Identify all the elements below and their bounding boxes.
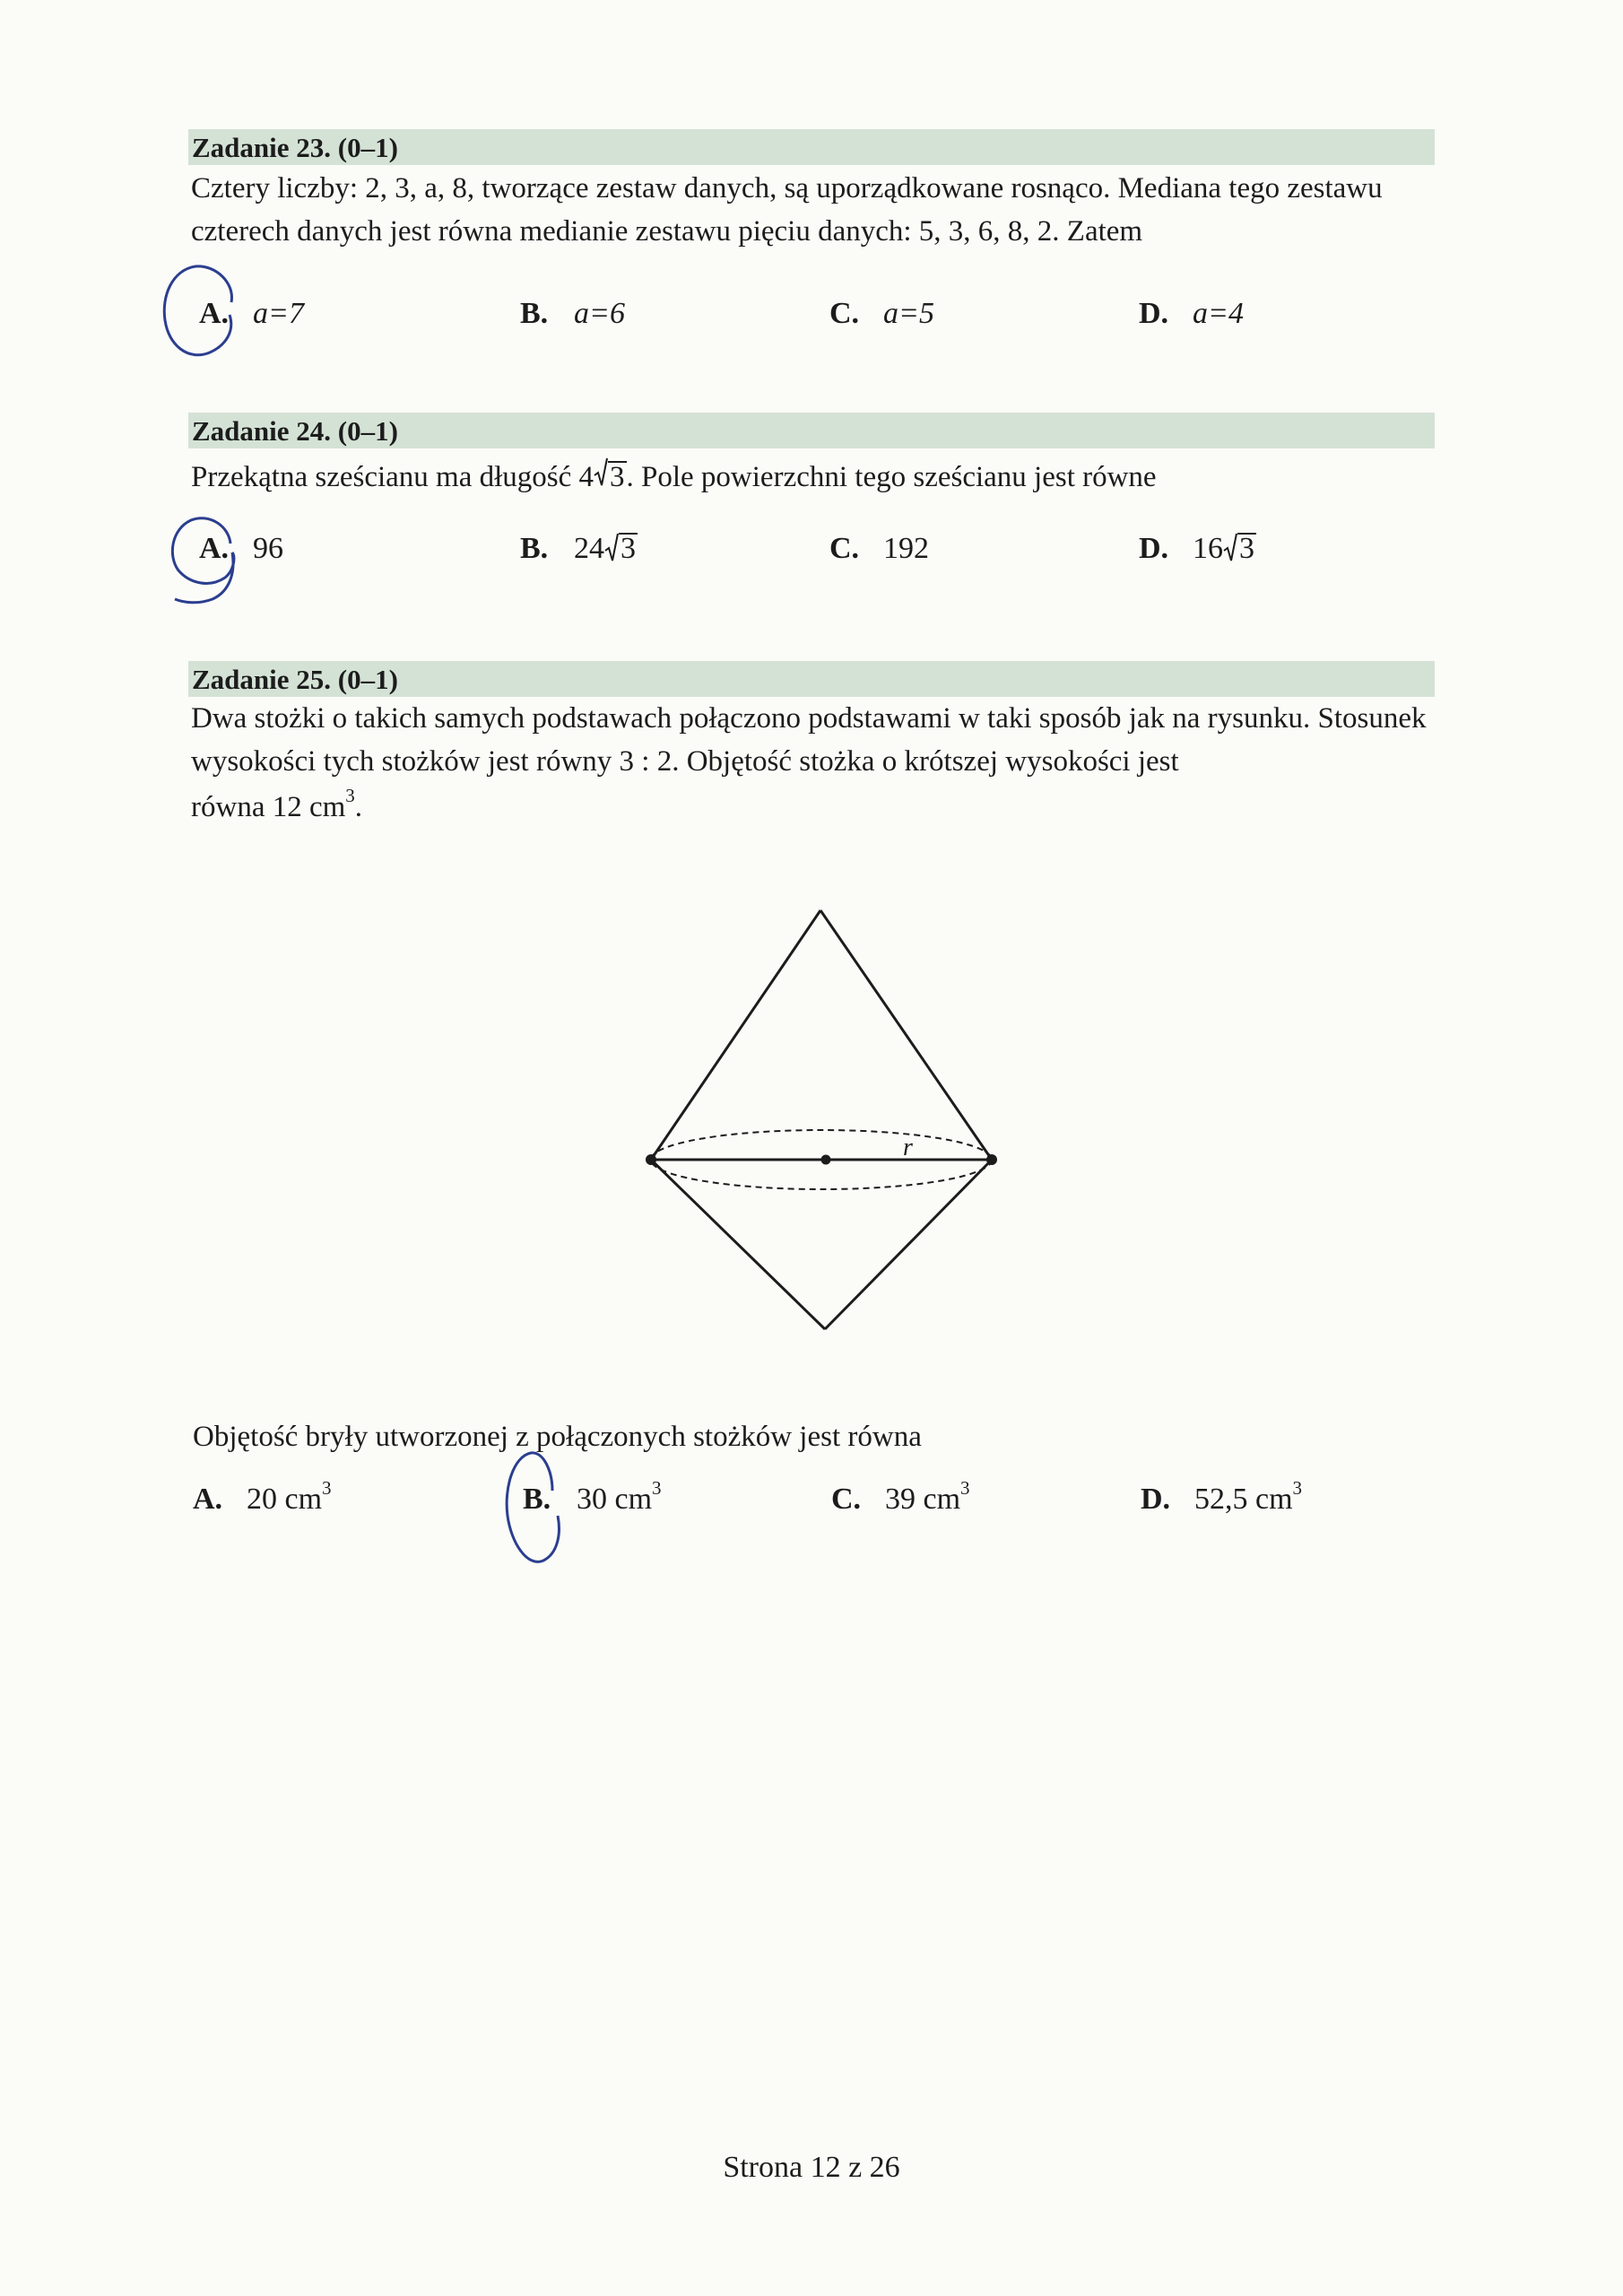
option-value: 192	[883, 532, 929, 565]
task-24-option-d[interactable]	[1139, 531, 1256, 567]
option-value: 96	[253, 532, 283, 565]
radicand: 3	[1239, 532, 1254, 565]
option-letter: B.	[523, 1483, 551, 1516]
option-value: a=4	[1193, 297, 1244, 330]
task-24-text-after: . Pole powierzchni tego sześcianu jest równe	[626, 461, 1157, 493]
left-vertex-dot	[646, 1154, 656, 1165]
task-23-option-d[interactable]	[1139, 296, 1244, 332]
radius-label: r	[903, 1134, 913, 1161]
task-25-text-line3	[191, 786, 1437, 829]
option-value: 30 cm	[577, 1483, 653, 1516]
option-letter: D.	[1141, 1483, 1171, 1516]
option-value: 20 cm	[247, 1483, 323, 1516]
option-letter: A.	[193, 1483, 223, 1516]
task-23-option-c[interactable]	[829, 296, 934, 332]
sqrt	[594, 456, 627, 499]
radical-sign-icon	[594, 457, 608, 488]
superscript: 3	[322, 1477, 332, 1499]
task-23-option-b[interactable]	[520, 296, 625, 332]
option-value: 39 cm	[885, 1483, 961, 1516]
option-letter: A.	[199, 532, 230, 565]
task-23-text: Cztery liczby: 2, 3, a, 8, tworzące zestaw danych, są uporządkowane rosnąco. Mediana tego zestawu czterech danych jest równa medianie zestawu pięciu danych: 5, 3, 6, 8, 2. Zatem	[191, 172, 1383, 248]
radical-sign-icon	[604, 533, 619, 563]
option-value: 52,5 cm	[1194, 1483, 1293, 1516]
radicand: 3	[610, 461, 625, 493]
task-25-option-a[interactable]	[193, 1477, 332, 1518]
right-vertex-dot	[986, 1154, 997, 1165]
task-25-header: Zadanie 25. (0–1)	[188, 661, 1435, 697]
option-coef: 24	[574, 532, 604, 565]
task-25-question: Objętość bryły utworzonej z połączonych stożków jest równa	[193, 1421, 922, 1453]
text-line3: równa 12 cm	[191, 791, 346, 823]
superscript: 3	[652, 1477, 662, 1499]
option-letter: B.	[520, 297, 549, 330]
page-footer: Strona 12 z 26	[723, 2151, 900, 2184]
task-24-option-c[interactable]	[829, 531, 929, 567]
option-letter: C.	[829, 532, 860, 565]
radicand: 3	[621, 532, 636, 565]
option-letter: D.	[1139, 532, 1169, 565]
task-24-option-b[interactable]	[520, 531, 638, 567]
radical-sign-icon	[1223, 533, 1237, 563]
superscript: 3	[345, 785, 355, 806]
option-coef: 16	[1193, 532, 1223, 565]
option-letter: C.	[831, 1483, 862, 1516]
task-24-text	[191, 456, 1437, 499]
task-25-option-d[interactable]	[1141, 1477, 1303, 1518]
task-25-option-c[interactable]	[831, 1477, 970, 1518]
sqrt	[604, 531, 638, 567]
task-25-option-b[interactable]	[523, 1477, 662, 1518]
sqrt	[1223, 531, 1256, 567]
task-25-text: Dwa stożki o takich samych podstawach połączono podstawami w taki sposób jak na rysunku. Stosunek wysokości tych stożków jest równy 3 : 2. Objętość stożka o krótszej wysokości jest	[191, 702, 1427, 778]
upper-cone-right-edge	[820, 910, 992, 1160]
option-letter: A.	[199, 297, 230, 330]
task-23-option-a[interactable]	[199, 296, 304, 332]
text-line3-end: .	[354, 791, 363, 823]
upper-cone-left-edge	[651, 910, 820, 1160]
option-value: a=7	[253, 297, 304, 330]
option-letter: C.	[829, 297, 860, 330]
center-dot	[821, 1155, 831, 1165]
option-value: a=6	[574, 297, 625, 330]
task-24-header: Zadanie 24. (0–1)	[188, 413, 1435, 448]
task-24-option-a[interactable]	[199, 531, 283, 567]
superscript: 3	[960, 1477, 970, 1499]
task-23-header: Zadanie 23. (0–1)	[188, 129, 1435, 165]
task-24-text-before: Przekątna sześcianu ma długość 4	[191, 461, 595, 493]
superscript: 3	[1292, 1477, 1303, 1499]
double-cone-figure	[628, 897, 1022, 1345]
option-letter: D.	[1139, 297, 1169, 330]
option-letter: B.	[520, 532, 549, 565]
option-value: a=5	[883, 297, 934, 330]
